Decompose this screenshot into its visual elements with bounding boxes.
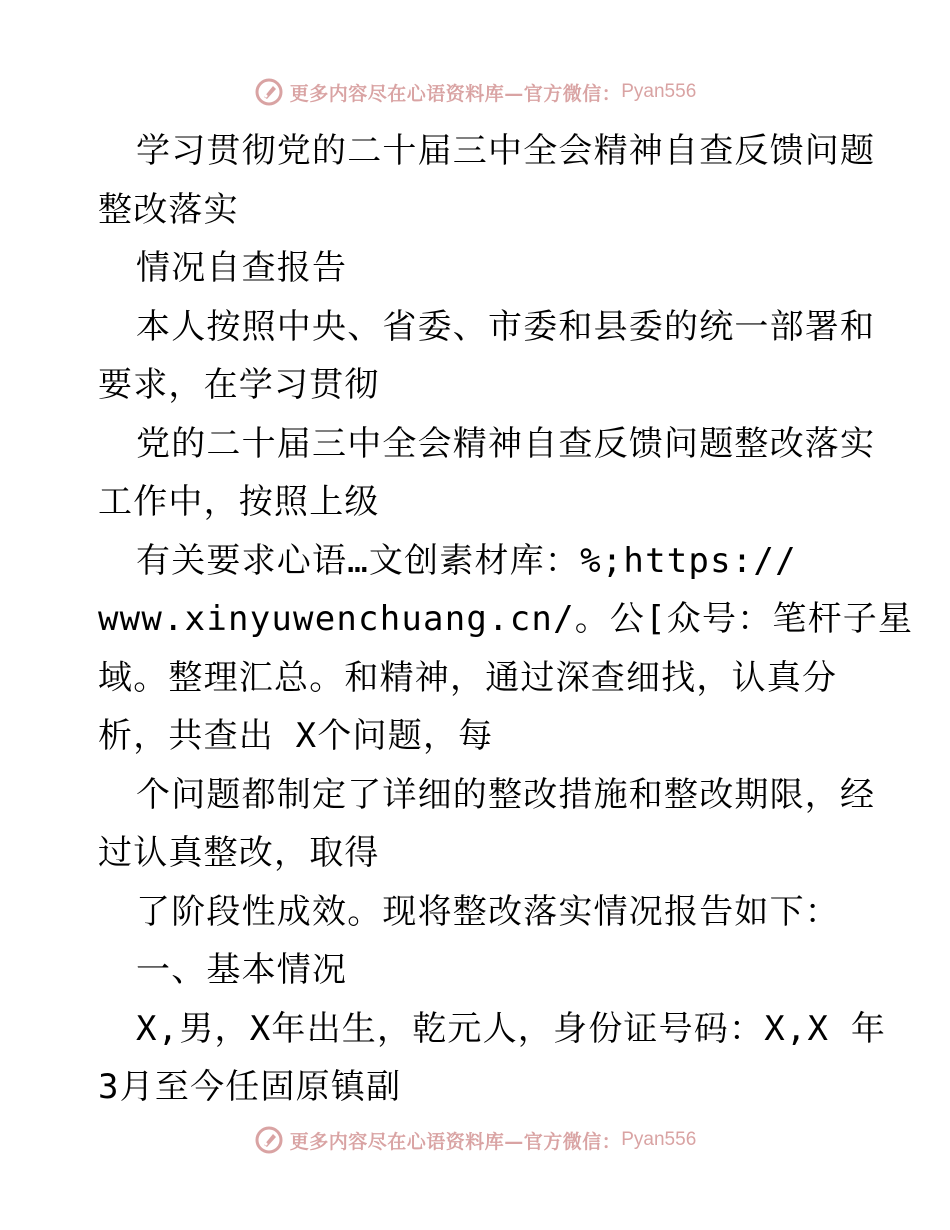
text-line: 整改落实 <box>98 189 239 230</box>
watermark-wechat-id: Pyan556 <box>621 1129 697 1150</box>
text-line: 过认真整改，取得 <box>98 833 380 873</box>
watermark-text: 更多内容尽在心语资料库—官方微信： <box>289 1130 622 1153</box>
text-line: 党的二十届三中全会精神自查反馈问题整改落实 <box>136 423 876 464</box>
text-line: 域。整理汇总。和精神，通过深查细找，认真分 <box>98 657 838 698</box>
text-line: 有关要求心语…文创素材库：%;https:// <box>136 540 797 581</box>
text-line: 了阶段性成效。现将整改落实情况报告如下： <box>136 891 840 932</box>
text-line: 要求，在学习贯彻 <box>98 365 380 405</box>
text-line: 本人按照中央、省委、市委和县委的统一部署和 <box>136 306 876 347</box>
watermark-wechat-id: Pyan556 <box>621 81 697 102</box>
watermark-text: 更多内容尽在心语资料库—官方微信： <box>289 82 622 105</box>
text-line: 析，共查出 X个问题，每 <box>98 716 494 756</box>
text-line: 3月至今任固原镇副 <box>98 1067 402 1107</box>
text-line: X,男，X年出生，乾元人，身份证号码：X,X 年 <box>136 1008 887 1049</box>
text-line: 学习贯彻党的二十届三中全会精神自查反馈问题 <box>136 131 876 171</box>
header-watermark <box>0 72 950 112</box>
document-body <box>98 122 914 1117</box>
text-line: 工作中，按照上级 <box>98 482 380 522</box>
text-line: 个问题都制定了详细的整改措施和整改期限，经 <box>136 774 876 815</box>
pen-nib-logo-icon <box>254 1125 284 1155</box>
text-line: 情况自查报告 <box>136 248 348 288</box>
footer-watermark <box>0 1120 950 1160</box>
section-heading: 一、基本情况 <box>136 950 348 990</box>
text-line: www.xinyuwenchuang.cn/。公[众号：笔杆子星 <box>98 599 914 639</box>
pen-nib-logo-icon <box>254 77 284 107</box>
